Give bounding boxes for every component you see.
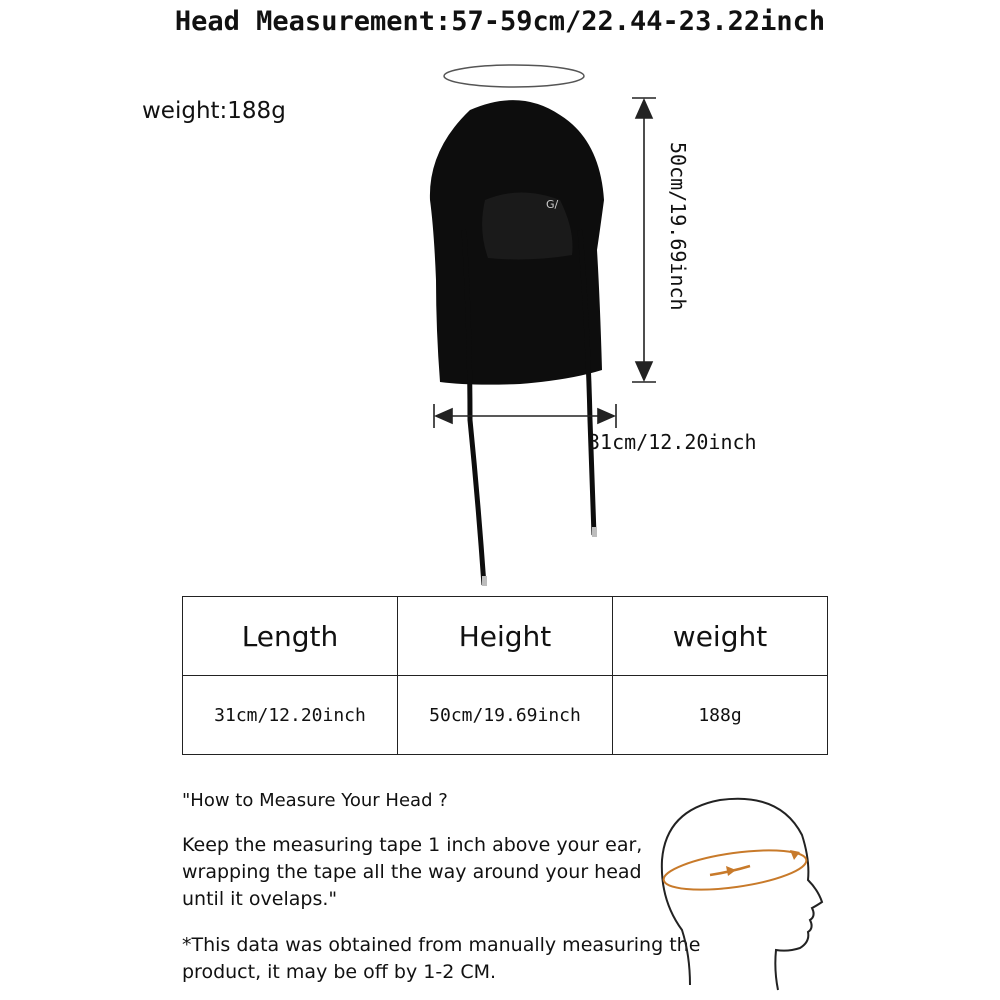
measuring-tape-icon — [661, 843, 808, 897]
head-profile-icon — [662, 799, 822, 990]
head-ring-ellipse — [444, 65, 584, 87]
table-row — [183, 676, 828, 755]
table-header-row — [183, 597, 828, 676]
howto-instructions: Keep the measuring tape 1 inch above your ear, wrapping the tape all the way around your head until it ovelaps." — [182, 834, 643, 910]
measurement-note: *This data was obtained from manually measuring the product, it may be off by 1-2 CM. — [182, 934, 701, 983]
spec-table — [182, 596, 828, 755]
width-dimension-label: 31cm/12.20inch — [588, 430, 757, 454]
page-title: Head Measurement:57-59cm/22.44-23.22inch — [174, 6, 826, 37]
table-header-length: Length — [183, 597, 398, 676]
height-dimension-label: 50cm/19.69inch — [666, 142, 690, 311]
weight-label: weight:188g — [142, 98, 286, 124]
table-cell-weight: 188g — [613, 676, 828, 755]
head-profile-illustration — [650, 780, 840, 995]
table-header-weight: weight — [613, 597, 828, 676]
height-dimension-arrow — [632, 98, 656, 382]
howto-title: "How to Measure Your Head ? — [182, 790, 448, 811]
svg-text:G/: G/ — [546, 198, 559, 211]
table-header-height: Height — [398, 597, 613, 676]
table-cell-height: 50cm/19.69inch — [398, 676, 613, 755]
balaclava-hood-icon — [430, 100, 604, 586]
table-cell-length: 31cm/12.20inch — [183, 676, 398, 755]
